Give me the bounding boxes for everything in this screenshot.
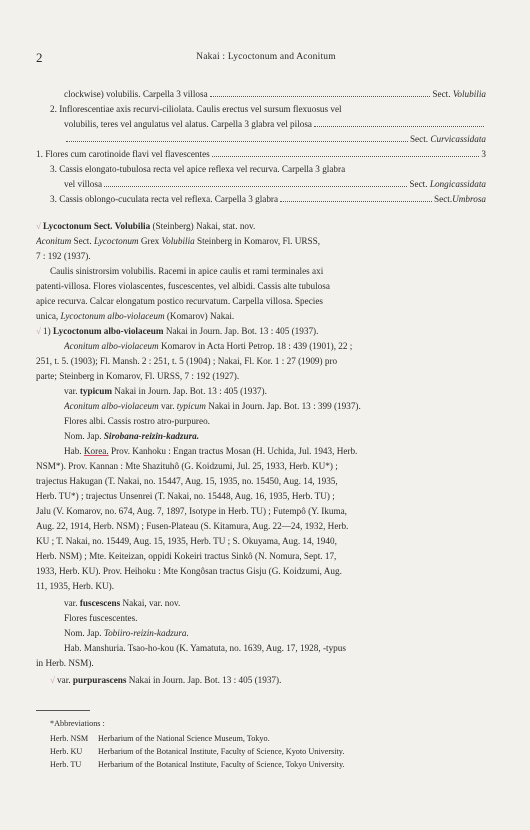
footnote-title: *Abbreviations : bbox=[50, 719, 105, 728]
text-line: 11, 1935, Herb. KU). bbox=[36, 581, 114, 591]
text-line: 7 : 192 (1937). bbox=[36, 251, 91, 261]
text-line: Flores albi. Cassis rostro atro-purpureo. bbox=[64, 416, 210, 426]
text-line: Flores fuscescentes. bbox=[64, 613, 138, 623]
footnote-rule bbox=[36, 710, 90, 711]
underlined-word: Korea. bbox=[83, 446, 109, 456]
text-line: Herb. TU*) ; trajectus Unsenrei (T. Nakai, no. 15448, Aug. 16, 1935, Herb. TU) ; bbox=[36, 491, 335, 501]
text-line: Herb. NSM) ; Mte. Keiteizan, oppidi Kokeiri tractus Sinkô (N. Nomura, Sept. 17, bbox=[36, 551, 337, 561]
text-line: parte; Steinberg in Komarov, Fl. URSS, 7 : 192 (1927). bbox=[36, 371, 240, 381]
text-line: Aconitum Sect. Lycoctonum Grex Volubilia Steinberg in Komarov, Fl. URSS, bbox=[36, 236, 321, 246]
habitat-line: Hab. Manshuria. Tsao-ho-kou (K. Yamatuta, no. 1639, Aug. 17, 1928, -typus bbox=[64, 643, 346, 653]
section-heading: √ Lycoctonum Sect. Volubilia (Steinberg) Nakai, stat. nov. bbox=[36, 221, 256, 231]
text-line: Caulis sinistrorsim volubilis. Racemi in apice caulis et rami terminales axi bbox=[50, 266, 324, 276]
text-line: 1933, Herb. KU). Prov. Heihoku : Mte Kongôsan tractus Gisju (G. Koidzumi, Aug. bbox=[36, 566, 342, 576]
running-head: Nakai : Lycoctonum and Aconitum bbox=[196, 52, 336, 62]
text-line: apice recurva. Calcar elongatum postico recurvatum. Carpella villosa. Species bbox=[36, 296, 323, 306]
variety-heading: var. typicum Nakai in Journ. Jap. Bot. 13 : 405 (1937). bbox=[64, 386, 267, 396]
text-line: unica, Lycoctonum albo-violaceum (Komarov) Nakai. bbox=[36, 311, 235, 321]
text-line: trajectus Hakugan (T. Nakai, no. 15447, Aug. 15, 1935, no. 15450, Aug. 14, 1935, bbox=[36, 476, 338, 486]
text-line: Aconitum albo-violaceum var. typicum Nakai in Journ. Jap. Bot. 13 : 399 (1937). bbox=[64, 401, 361, 411]
text-line: patenti-villosa. Flores violascentes, fuscescentes, vel albidi. Cassis alte tubulosa bbox=[36, 281, 330, 291]
text-line: Aug. 22, 1914, Herb. NSM) ; Fusen-Plateau (S. Kitamura, Aug. 22—24, 1932, Herb. bbox=[36, 521, 349, 531]
japanese-name: Nom. Jap. Tobiiro-reizin-kadzura. bbox=[64, 628, 189, 638]
page-number: 2 bbox=[36, 50, 43, 65]
key-line: 1. Flores cum carotinoide flavi vel flavescentes 3 bbox=[36, 149, 486, 159]
key-line: 3. Cassis oblongo-cuculata recta vel reflexa. Carpella 3 glabra Sect. Umbrosa bbox=[50, 194, 486, 204]
text-line: Aconitum albo-violaceum Komarov in Acta Horti Petrop. 18 : 439 (1901), 22 ; bbox=[64, 341, 353, 351]
key-line: 2. Inflorescentiae axis recurvi-ciliolata. Caulis erectus vel sursum flexuosus vel bbox=[50, 104, 342, 114]
text-line: NSM*). Prov. Kannan : Mte Shazituhô (G. Koidzumi, Jul. 25, 1933, Herb. KU*) ; bbox=[36, 461, 338, 471]
text-line: KU ; T. Nakai, no. 15449, Aug. 15, 1935, Herb. TU ; S. Okuyama, Aug. 14, 1940, bbox=[36, 536, 337, 546]
footnote-row: Herb. NSM Herbarium of the National Science Museum, Tokyo. bbox=[50, 734, 270, 743]
species-heading: √ 1) Lycoctonum albo-violaceum Nakai in Journ. Jap. Bot. 13 : 405 (1937). bbox=[36, 326, 319, 336]
text-line: Jalu (V. Komarov, no. 674, Aug. 7, 1897, Isotype in Herb. TU) ; Futempô (Y. Ikuma, bbox=[36, 506, 347, 516]
page-header bbox=[36, 52, 496, 66]
key-line: vel villosa Sect. Longicassidata bbox=[64, 179, 486, 189]
text-line: 251, t. 5. (1903); Fl. Mansh. 2 : 251, t. 5 (1904) ; Nakai, Fl. Kor. 1 : 27 (1909) pro bbox=[36, 356, 338, 366]
key-line: volubilis, teres vel angulatus vel alatus. Carpella 3 glabra vel pilosa bbox=[64, 118, 486, 130]
habitat-line: Hab. Korea. Prov. Kanhoku : Engan tractus Mosan (H. Uchida, Jul. 1943, Herb. bbox=[64, 446, 358, 456]
japanese-name: Nom. Jap. Sirobana-reizin-kadzura. bbox=[64, 431, 200, 441]
key-line: Sect. Curvicassidata bbox=[64, 133, 486, 145]
key-line: clockwise) volubilis. Carpella 3 villosa Sect. Volubilia bbox=[64, 89, 486, 99]
variety-heading: √ var. purpurascens Nakai in Journ. Jap. Bot. 13 : 405 (1937). bbox=[50, 675, 282, 685]
key-line: 3. Cassis elongato-tubulosa recta vel apice reflexa vel recurva. Carpella 3 glabra bbox=[50, 164, 346, 174]
variety-heading: var. fuscescens Nakai, var. nov. bbox=[64, 598, 181, 608]
text-line: in Herb. NSM). bbox=[36, 658, 94, 668]
footnote-row: Herb. TU Herbarium of the Botanical Institute, Faculty of Science, Tokyo University. bbox=[50, 760, 345, 769]
footnote-row: Herb. KU Herbarium of the Botanical Institute, Faculty of Science, Kyoto University. bbox=[50, 747, 345, 756]
